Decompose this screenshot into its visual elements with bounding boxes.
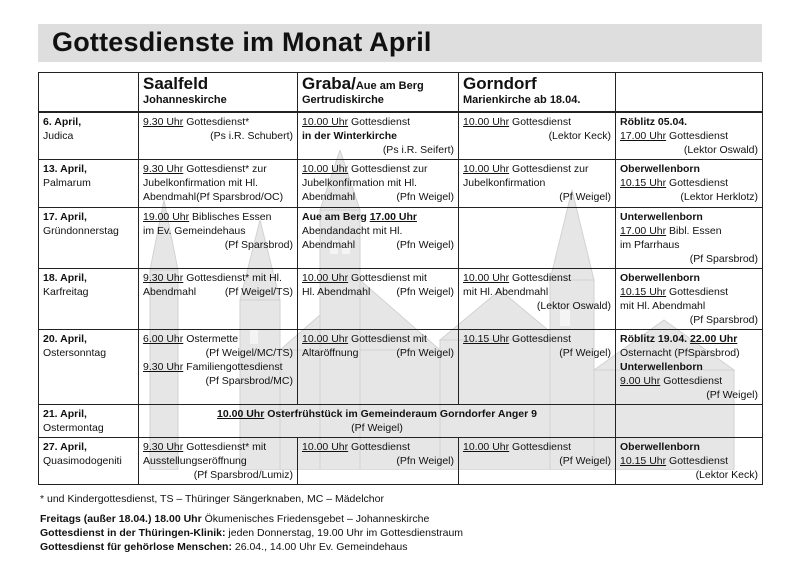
- text: Osternacht (PfSparsbrod): [620, 347, 740, 359]
- text: (Lektor Oswald): [536, 300, 611, 312]
- date-cell: [39, 330, 139, 405]
- text: Oberwellenborn: [620, 272, 700, 284]
- graba-church: Gertrudiskirche: [302, 94, 384, 106]
- text: Röblitz 19.04.: [620, 333, 691, 345]
- text: Gottesdienst: [348, 441, 410, 453]
- graba-cell: [298, 208, 459, 269]
- text: Gottesdienst zur: [348, 163, 428, 175]
- extra-cell: [616, 208, 763, 269]
- graba-cell: [298, 330, 459, 405]
- date: 17. April,: [43, 211, 87, 223]
- time: 10.15 Uhr: [620, 177, 667, 189]
- text: mit Hl. Abendmahl: [463, 286, 549, 298]
- text: im Ev. Gemeindehaus: [143, 225, 246, 237]
- saalfeld-church: Johanneskirche: [143, 94, 227, 106]
- text: Gottesdienst mit: [348, 272, 427, 284]
- day: Ostermontag: [43, 422, 104, 434]
- info-block: [40, 512, 463, 554]
- text: (Pf Sparsbrod): [689, 314, 758, 326]
- graba-cell: [298, 160, 459, 208]
- info-line: [40, 526, 463, 540]
- time: 10.00 Uhr: [302, 441, 349, 453]
- text: Aue am Berg: [302, 211, 370, 223]
- saalfeld-cell: [139, 438, 298, 485]
- date: 13. April,: [43, 163, 87, 175]
- time: 10.00 Uhr: [463, 163, 510, 175]
- saalfeld-name: Saalfeld: [143, 74, 209, 93]
- text: (Pfn Weigel): [396, 286, 454, 298]
- text: (Pf Sparsbrod/Lumiz): [193, 469, 293, 481]
- table-row: [39, 405, 763, 438]
- text: (Pf Weigel): [351, 422, 403, 434]
- time: 10.00 Uhr: [463, 116, 510, 128]
- page-title: Gottesdienste im Monat April: [52, 27, 432, 57]
- time: 10.15 Uhr: [620, 286, 667, 298]
- table-row: [39, 438, 763, 485]
- extra-cell: [616, 160, 763, 208]
- info-text: 26.04., 14.00 Uhr Ev. Gemeindehaus: [231, 541, 408, 553]
- day: Ostersonntag: [43, 347, 107, 359]
- time: 9.30 Uhr: [143, 116, 184, 128]
- text: (Pfn Weigel): [396, 191, 454, 203]
- extra-cell: [616, 405, 763, 438]
- gorndorf-cell: [459, 112, 616, 160]
- date-cell: [39, 112, 139, 160]
- text: Gottesdienst: [509, 441, 571, 453]
- header-saalfeld: [139, 73, 298, 113]
- text: Familiengottesdienst: [183, 361, 283, 373]
- header-graba: [298, 73, 459, 113]
- date: 21. April,: [43, 408, 87, 420]
- time: 10.00 Uhr: [302, 116, 349, 128]
- ostermontag-cell: [139, 405, 616, 438]
- text: Abendmahl: [302, 191, 356, 203]
- day: Gründonnerstag: [43, 225, 119, 237]
- extra-cell: [616, 330, 763, 405]
- date-cell: [39, 269, 139, 330]
- text: (Pf Weigel): [706, 389, 758, 401]
- time: 10.00 Uhr: [463, 441, 510, 453]
- text: (Pfn Weigel): [396, 239, 454, 251]
- saalfeld-cell: [139, 112, 298, 160]
- time: 19.00 Uhr: [143, 211, 190, 223]
- text: Abendandacht mit Hl.: [302, 225, 403, 237]
- text: (Lektor Keck): [695, 469, 758, 481]
- graba-sub: Aue am Berg: [355, 80, 424, 92]
- text: Osterfrühstück im Gemeinderaum Gorndorfer Anger 9: [264, 408, 537, 420]
- day: Judica: [43, 130, 74, 142]
- text: Jubelkonfirmation mit Hl.: [143, 177, 258, 189]
- gorndorf-cell: [459, 208, 616, 269]
- header-extra: [616, 73, 763, 113]
- gorndorf-church: Marienkirche ab 18.04.: [463, 94, 581, 106]
- text: in der Winterkirche: [302, 130, 398, 142]
- graba-cell: [298, 269, 459, 330]
- text: Gottesdienst*: [183, 116, 250, 128]
- time: 10.00 Uhr: [302, 272, 349, 284]
- time: 9.30 Uhr: [143, 272, 184, 284]
- text: Unterwellenborn: [620, 361, 703, 373]
- saalfeld-cell: [139, 208, 298, 269]
- text: Röblitz 05.04.: [620, 116, 688, 128]
- info-line: [40, 512, 463, 526]
- text: Gottesdienst: [666, 177, 728, 189]
- gorndorf-cell: [459, 160, 616, 208]
- header-empty: [39, 73, 139, 113]
- text: (Pf Sparsbrod/MC): [205, 375, 293, 387]
- text: Jubelkonfirmation: [463, 177, 546, 189]
- text: Gottesdienst: [348, 116, 410, 128]
- text: Gottesdienst* zur: [183, 163, 267, 175]
- time: 9.30 Uhr: [143, 361, 184, 373]
- time: 9.30 Uhr: [143, 441, 184, 453]
- time: 17.00 Uhr: [620, 130, 667, 142]
- text: Ausstellungseröffnung: [143, 455, 247, 467]
- date: 27. April,: [43, 441, 87, 453]
- text: Abendmahl: [302, 239, 356, 251]
- time: 10.00 Uhr: [463, 272, 510, 284]
- saalfeld-cell: [139, 160, 298, 208]
- text: (Pfn Weigel): [396, 455, 454, 467]
- text: (Pfn Weigel): [396, 347, 454, 359]
- time: 9.30 Uhr: [143, 163, 184, 175]
- title-bar: [38, 24, 762, 62]
- text: Jubelkonfirmation mit Hl.: [302, 177, 417, 189]
- info-bold: Gottesdienst für gehörlose Menschen:: [40, 541, 232, 553]
- gorndorf-cell: [459, 330, 616, 405]
- header-row: [39, 73, 763, 113]
- text: Abendmahl: [143, 286, 197, 298]
- text: (Pf Weigel): [559, 191, 611, 203]
- graba-cell: [298, 112, 459, 160]
- text: (Ps i.R. Schubert): [210, 130, 293, 142]
- info-text: jeden Donnerstag, 19.00 Uhr im Gottesdienstraum: [225, 527, 464, 539]
- text: Gottesdienst: [509, 272, 571, 284]
- time: 9.00 Uhr: [620, 375, 661, 387]
- text: Gottesdienst mit: [348, 333, 427, 345]
- time: 10.00 Uhr: [302, 333, 349, 345]
- date-cell: [39, 208, 139, 269]
- date-cell: [39, 405, 139, 438]
- text: Biblisches Essen: [189, 211, 272, 223]
- info-line: [40, 540, 463, 554]
- extra-cell: [616, 112, 763, 160]
- date-cell: [39, 438, 139, 485]
- info-bold: Freitags (außer 18.04.) 18.00 Uhr: [40, 513, 202, 525]
- info-text: Ökumenisches Friedensgebet – Johanneskirche: [201, 513, 430, 525]
- text: Unterwellenborn: [620, 211, 703, 223]
- text: Gottesdienst: [666, 455, 728, 467]
- text: (Pf Weigel/TS): [224, 286, 293, 298]
- text: (Pf Weigel/MC/TS): [205, 347, 293, 359]
- date-cell: [39, 160, 139, 208]
- table-row: [39, 330, 763, 405]
- footnote: * und Kindergottesdienst, TS – Thüringer Sängerknaben, MC – Mädelchor: [40, 493, 384, 505]
- header-gorndorf: [459, 73, 616, 113]
- table-row: [39, 112, 763, 160]
- info-bold: Gottesdienst in der Thüringen-Klinik:: [40, 527, 226, 539]
- text: Gottesdienst: [509, 333, 571, 345]
- text: (Pf Weigel): [559, 347, 611, 359]
- time: 17.00 Uhr: [620, 225, 667, 237]
- text: Gottesdienst* mit Hl.: [183, 272, 282, 284]
- table-row: [39, 160, 763, 208]
- text: im Pfarrhaus: [620, 239, 680, 251]
- graba-cell: [298, 438, 459, 485]
- time: 10.15 Uhr: [620, 455, 667, 467]
- time: 10.00 Uhr: [302, 163, 349, 175]
- text: Hl. Abendmahl: [302, 286, 371, 298]
- text: Oberwellenborn: [620, 441, 700, 453]
- date: 6. April,: [43, 116, 82, 128]
- time: 10.00 Uhr: [217, 408, 265, 420]
- text: Oberwellenborn: [620, 163, 700, 175]
- text: (Pf Weigel): [559, 455, 611, 467]
- date: 18. April,: [43, 272, 87, 284]
- gorndorf-name: Gorndorf: [463, 74, 537, 93]
- time: 22.00 Uhr: [690, 333, 738, 345]
- gorndorf-cell: [459, 438, 616, 485]
- text: Bibl. Essen: [666, 225, 722, 237]
- extra-cell: [616, 269, 763, 330]
- graba-name: Graba/: [302, 74, 356, 93]
- text: Gottesdienst* mit: [183, 441, 267, 453]
- text: Gottesdienst: [509, 116, 571, 128]
- text: Gottesdienst: [666, 286, 728, 298]
- extra-cell: [616, 438, 763, 485]
- table-row: [39, 269, 763, 330]
- text: (Ps i.R. Seifert): [382, 144, 454, 156]
- text: (Pf Sparsbrod): [224, 239, 293, 251]
- date: 20. April,: [43, 333, 87, 345]
- day: Karfreitag: [43, 286, 89, 298]
- text: Altaröffnung: [302, 347, 359, 359]
- service-table: [38, 72, 763, 485]
- text: (Pf Sparsbrod): [689, 253, 758, 265]
- text: Gottesdienst: [660, 375, 723, 387]
- saalfeld-cell: [139, 330, 298, 405]
- text: Gottesdienst: [666, 130, 728, 142]
- day: Palmarum: [43, 177, 91, 189]
- gorndorf-cell: [459, 269, 616, 330]
- saalfeld-cell: [139, 269, 298, 330]
- text: (Lektor Oswald): [683, 144, 758, 156]
- text: (Lektor Keck): [548, 130, 611, 142]
- time: 17.00 Uhr: [369, 211, 417, 223]
- table-row: [39, 208, 763, 269]
- time: 10.15 Uhr: [463, 333, 510, 345]
- text: Ostermette: [183, 333, 239, 345]
- time: 6.00 Uhr: [143, 333, 184, 345]
- text: Gottesdienst zur: [509, 163, 589, 175]
- day: Quasimodogeniti: [43, 455, 122, 467]
- text: (Lektor Herklotz): [680, 191, 758, 203]
- text: mit Hl. Abendmahl: [620, 300, 706, 312]
- text: Abendmahl(Pf Sparsbrod/OC): [143, 191, 284, 203]
